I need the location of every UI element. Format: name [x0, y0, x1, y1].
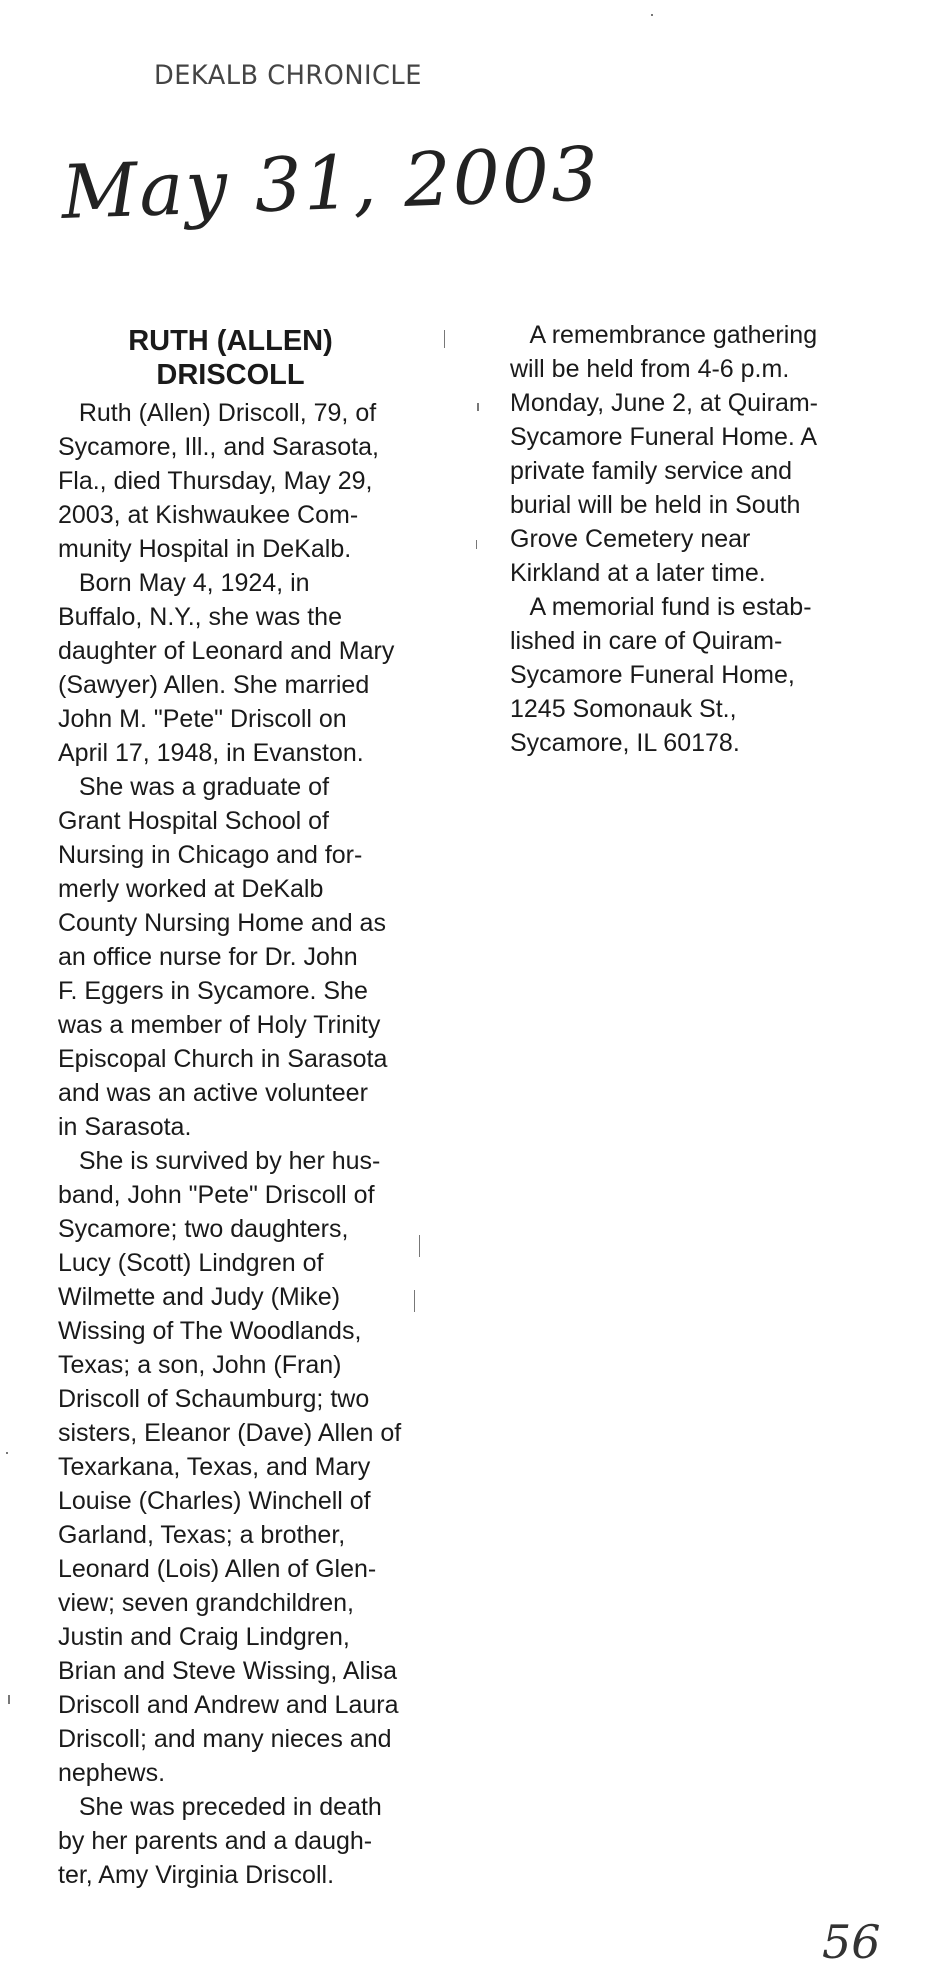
scan-mark [651, 14, 653, 16]
headline-line: RUTH (ALLEN) [128, 325, 333, 357]
text-line: County Nursing Home and as [58, 909, 386, 937]
text-line: Driscoll and Andrew and Laura [58, 1691, 399, 1719]
obituary-left-column [58, 318, 423, 1892]
left-column-body [58, 396, 423, 1892]
text-line: band, John "Pete" Driscoll of [58, 1181, 375, 1209]
text-line: Driscoll of Schaumburg; two [58, 1385, 370, 1413]
scan-mark [6, 1452, 8, 1454]
text-line: ter, Amy Virginia Driscoll. [58, 1861, 335, 1889]
text-line: Buffalo, N.Y., she was the [58, 603, 342, 631]
scan-mark [414, 1290, 415, 1312]
text-line: Louise (Charles) Winchell of [58, 1487, 371, 1515]
text-line: Sycamore, Ill., and Sarasota, [58, 433, 379, 461]
text-line: She was preceded in death [58, 1793, 382, 1821]
text-line: Sycamore, IL 60178. [510, 729, 740, 757]
text-line: was a member of Holy Trinity [58, 1011, 381, 1039]
text-line: Wilmette and Judy (Mike) [58, 1283, 341, 1311]
text-line: an office nurse for Dr. John [58, 943, 358, 971]
text-line: Wissing of The Woodlands, [58, 1317, 362, 1345]
text-line: Grant Hospital School of [58, 807, 329, 835]
text-line: Sycamore Funeral Home, [510, 661, 795, 689]
text-line: F. Eggers in Sycamore. She [58, 977, 368, 1005]
scan-mark [444, 330, 445, 348]
text-line: She was a graduate of [58, 773, 330, 801]
scan-mark [476, 540, 477, 549]
text-line: Driscoll; and many nieces and [58, 1725, 392, 1753]
text-line: Texarkana, Texas, and Mary [58, 1453, 371, 1481]
text-line: 2003, at Kishwaukee Com- [58, 501, 359, 529]
text-line: will be held from 4-6 p.m. [510, 355, 790, 383]
text-line: munity Hospital in DeKalb. [58, 535, 352, 563]
text-line: Grove Cemetery near [510, 525, 751, 553]
text-line: A memorial fund is estab- [510, 593, 812, 621]
text-line: Monday, June 2, at Quiram- [510, 389, 819, 417]
text-line: Born May 4, 1924, in [58, 569, 310, 597]
right-column-body [510, 318, 890, 760]
headline-line: DRISCOLL [156, 359, 305, 391]
text-line: burial will be held in South [510, 491, 801, 519]
text-line: Lucy (Scott) Lindgren of [58, 1249, 324, 1277]
newspaper-masthead: DEKALB CHRONICLE [154, 60, 422, 91]
text-line: Ruth (Allen) Driscoll, 79, of [58, 399, 377, 427]
text-line: and was an active volunteer [58, 1079, 368, 1107]
text-line: by her parents and a daugh- [58, 1827, 373, 1855]
handwritten-page-number: 56 [822, 1915, 881, 1969]
text-line: Sycamore; two daughters, [58, 1215, 349, 1243]
text-line: daughter of Leonard and Mary [58, 637, 395, 665]
text-line: Fla., died Thursday, May 29, [58, 467, 373, 495]
scan-mark [419, 1235, 420, 1257]
text-line: Justin and Craig Lindgren, [58, 1623, 350, 1651]
text-line: Brian and Steve Wissing, Alisa [58, 1657, 398, 1685]
text-line: Garland, Texas; a brother, [58, 1521, 346, 1549]
obituary-headline [58, 324, 423, 392]
text-line: She is survived by her hus- [58, 1147, 381, 1175]
handwritten-date: May 31, 2003 [60, 131, 602, 236]
text-line: lished in care of Quiram- [510, 627, 783, 655]
text-line: view; seven grandchildren, [58, 1589, 354, 1617]
text-line: Leonard (Lois) Allen of Glen- [58, 1555, 377, 1583]
text-line: merly worked at DeKalb [58, 875, 324, 903]
text-line: Texas; a son, John (Fran) [58, 1351, 342, 1379]
scan-mark [8, 1695, 10, 1704]
text-line: Kirkland at a later time. [510, 559, 766, 587]
text-line: Nursing in Chicago and for- [58, 841, 363, 869]
text-line: private family service and [510, 457, 793, 485]
text-line: sisters, Eleanor (Dave) Allen of [58, 1419, 402, 1447]
text-line: Sycamore Funeral Home. A [510, 423, 818, 451]
text-line: April 17, 1948, in Evanston. [58, 739, 364, 767]
text-line: in Sarasota. [58, 1113, 192, 1141]
text-line: 1245 Somonauk St., [510, 695, 737, 723]
text-line: A remembrance gathering [510, 321, 818, 349]
text-line: Episcopal Church in Sarasota [58, 1045, 388, 1073]
text-line: nephews. [58, 1759, 166, 1787]
scan-mark [477, 403, 479, 411]
text-line: (Sawyer) Allen. She married [58, 671, 370, 699]
text-line: John M. "Pete" Driscoll on [58, 705, 347, 733]
obituary-right-column [510, 318, 890, 760]
